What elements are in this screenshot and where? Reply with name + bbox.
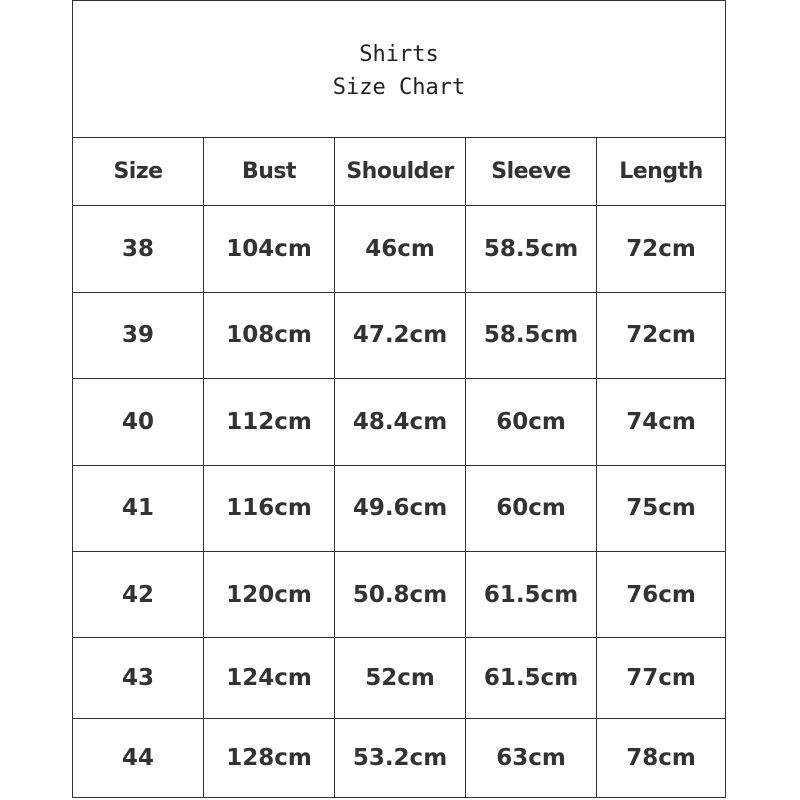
size-cell: 41: [73, 466, 204, 551]
title-line-2: Size Chart: [332, 74, 466, 100]
sleeve-cell: 61.5cm: [466, 638, 597, 717]
header-length: Length: [619, 159, 703, 185]
sleeve-cell: 61.5cm: [466, 552, 597, 637]
sleeve-cell: 58.5cm: [466, 206, 597, 291]
size-chart: [72, 0, 726, 798]
size-cell: 42: [73, 552, 204, 637]
header-sleeve: Sleeve: [466, 138, 597, 205]
shoulder-cell: 47.2cm: [335, 293, 466, 378]
bust-cell: 124cm: [204, 638, 335, 717]
chart-title: [73, 1, 725, 138]
size-cell: 38: [73, 206, 204, 291]
shoulder-cell: 46cm: [335, 206, 466, 291]
table-row: [73, 638, 725, 718]
header-size: Size: [73, 138, 204, 205]
length-cell: 72cm: [626, 236, 696, 263]
table-row: [73, 293, 725, 379]
bust-cell: 116cm: [204, 466, 335, 551]
length-cell: 76cm: [626, 581, 696, 608]
size-cell: 44: [73, 719, 204, 797]
bust-cell: 128cm: [204, 719, 335, 797]
size-cell: 39: [73, 293, 204, 378]
sleeve-cell: 60cm: [466, 379, 597, 464]
table-row: [73, 206, 725, 292]
table-row: [73, 466, 725, 552]
table-row: [73, 719, 725, 797]
length-cell: 75cm: [626, 495, 696, 522]
header-bust: Bust: [204, 138, 335, 205]
sleeve-cell: 60cm: [466, 466, 597, 551]
bust-cell: 104cm: [204, 206, 335, 291]
length-cell: 74cm: [626, 408, 696, 435]
header-shoulder: Shoulder: [335, 138, 466, 205]
bust-cell: 112cm: [204, 379, 335, 464]
sleeve-cell: 63cm: [466, 719, 597, 797]
title-line-1: Shirts: [359, 41, 439, 67]
size-cell: 43: [73, 638, 204, 717]
size-cell: 40: [73, 379, 204, 464]
length-cell: 78cm: [626, 744, 696, 771]
sleeve-cell: 58.5cm: [466, 293, 597, 378]
bust-cell: 120cm: [204, 552, 335, 637]
length-cell: 72cm: [626, 322, 696, 349]
shoulder-cell: 50.8cm: [335, 552, 466, 637]
shoulder-cell: 52cm: [335, 638, 466, 717]
bust-cell: 108cm: [204, 293, 335, 378]
table-row: [73, 379, 725, 465]
length-cell: 77cm: [626, 664, 696, 691]
table-row: [73, 552, 725, 638]
shoulder-cell: 48.4cm: [335, 379, 466, 464]
shoulder-cell: 49.6cm: [335, 466, 466, 551]
header-row: [73, 138, 725, 206]
shoulder-cell: 53.2cm: [335, 719, 466, 797]
